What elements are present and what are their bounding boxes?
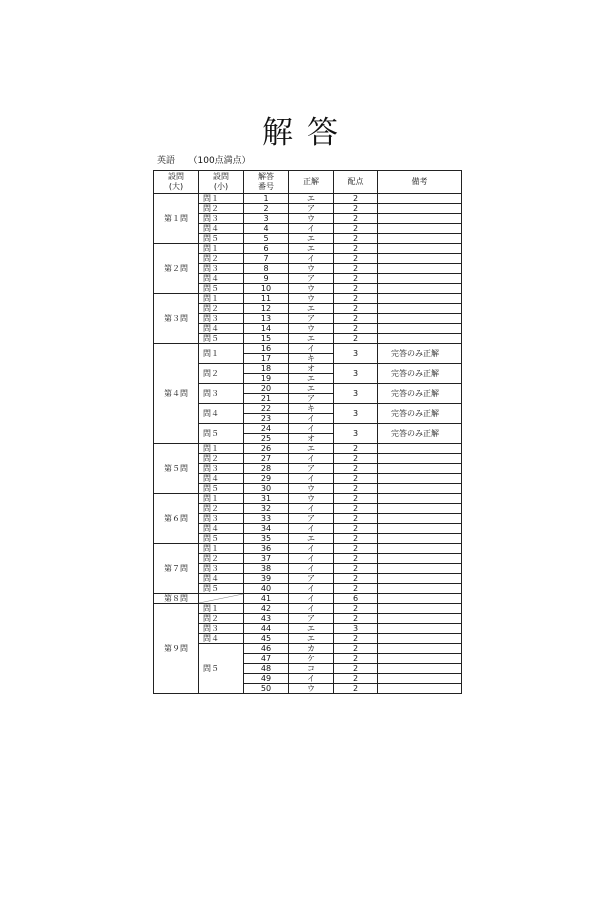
small-question-cell: 問４ — [199, 224, 244, 234]
points-cell: 2 — [334, 644, 378, 654]
correct-answer-cell: キ — [289, 354, 334, 364]
remarks-cell — [378, 674, 462, 684]
answer-number-cell: 12 — [244, 304, 289, 314]
remarks-cell — [378, 624, 462, 634]
answer-number-cell: 17 — [244, 354, 289, 364]
correct-answer-cell: イ — [289, 544, 334, 554]
remarks-cell — [378, 444, 462, 454]
answer-number-cell: 41 — [244, 594, 289, 604]
points-cell: 2 — [334, 634, 378, 644]
remarks-cell — [378, 544, 462, 554]
correct-answer-cell: イ — [289, 564, 334, 574]
correct-answer-cell: ウ — [289, 294, 334, 304]
table-row — [154, 294, 462, 304]
remarks-cell — [378, 644, 462, 654]
correct-answer-cell: イ — [289, 584, 334, 594]
remarks-cell — [378, 274, 462, 284]
points-cell: 3 — [334, 384, 378, 404]
small-question-cell: 問３ — [199, 514, 244, 524]
answer-number-cell: 3 — [244, 214, 289, 224]
points-cell: 2 — [334, 294, 378, 304]
small-question-cell: 問４ — [199, 404, 244, 424]
small-question-cell: 問３ — [199, 384, 244, 404]
answer-number-cell: 18 — [244, 364, 289, 374]
table-row — [154, 614, 462, 624]
answer-number-cell: 16 — [244, 344, 289, 354]
points-cell: 6 — [334, 594, 378, 604]
remarks-cell — [378, 304, 462, 314]
answer-number-cell: 29 — [244, 474, 289, 484]
small-question-cell: 問５ — [199, 234, 244, 244]
answer-number-cell: 1 — [244, 194, 289, 204]
answer-number-cell: 49 — [244, 674, 289, 684]
correct-answer-cell: イ — [289, 344, 334, 354]
correct-answer-cell: ア — [289, 614, 334, 624]
table-row — [154, 624, 462, 634]
correct-answer-cell: エ — [289, 634, 334, 644]
points-cell: 3 — [334, 404, 378, 424]
correct-answer-cell: オ — [289, 434, 334, 444]
answer-number-cell: 31 — [244, 494, 289, 504]
points-cell: 2 — [334, 224, 378, 234]
points-cell: 2 — [334, 214, 378, 224]
small-question-cell: 問２ — [199, 554, 244, 564]
correct-answer-cell: ア — [289, 464, 334, 474]
header-large-question: 設問 (大) — [154, 171, 199, 194]
answer-number-cell: 13 — [244, 314, 289, 324]
table-row — [154, 644, 462, 654]
remarks-cell: 完答のみ正解 — [378, 424, 462, 444]
small-question-cell: 問２ — [199, 364, 244, 384]
page-title: 解答 — [262, 114, 352, 151]
correct-answer-cell: エ — [289, 304, 334, 314]
points-cell: 2 — [334, 334, 378, 344]
correct-answer-cell: エ — [289, 444, 334, 454]
table-row — [154, 344, 462, 354]
points-cell: 2 — [334, 494, 378, 504]
header-row — [154, 171, 462, 194]
small-question-cell: 問１ — [199, 294, 244, 304]
correct-answer-cell: ウ — [289, 484, 334, 494]
answer-number-cell: 37 — [244, 554, 289, 564]
table-row — [154, 214, 462, 224]
remarks-cell — [378, 684, 462, 694]
large-question-cell: 第６問 — [154, 494, 199, 544]
small-question-cell: 問４ — [199, 474, 244, 484]
small-question-cell: 問１ — [199, 344, 244, 364]
answer-number-cell: 30 — [244, 484, 289, 494]
remarks-cell — [378, 664, 462, 674]
correct-answer-cell: キ — [289, 404, 334, 414]
remarks-cell — [378, 194, 462, 204]
correct-answer-cell: イ — [289, 524, 334, 534]
remarks-cell — [378, 214, 462, 224]
small-question-cell: 問４ — [199, 324, 244, 334]
correct-answer-cell: オ — [289, 364, 334, 374]
answer-number-cell: 27 — [244, 454, 289, 464]
remarks-cell — [378, 494, 462, 504]
remarks-cell — [378, 534, 462, 544]
points-cell: 2 — [334, 664, 378, 674]
points-cell: 2 — [334, 524, 378, 534]
answer-number-cell: 28 — [244, 464, 289, 474]
small-question-cell: 問５ — [199, 334, 244, 344]
answer-number-cell: 25 — [244, 434, 289, 444]
table-row — [154, 524, 462, 534]
answer-number-cell: 24 — [244, 424, 289, 434]
table-row — [154, 514, 462, 524]
answer-number-cell: 2 — [244, 204, 289, 214]
large-question-cell: 第９問 — [154, 604, 199, 694]
points-cell: 2 — [334, 234, 378, 244]
remarks-cell: 完答のみ正解 — [378, 364, 462, 384]
table-row — [154, 474, 462, 484]
correct-answer-cell: エ — [289, 534, 334, 544]
remarks-cell — [378, 654, 462, 664]
large-question-cell: 第７問 — [154, 544, 199, 594]
remarks-cell — [378, 334, 462, 344]
correct-answer-cell: ウ — [289, 494, 334, 504]
small-question-cell: 問３ — [199, 624, 244, 634]
small-question-cell: 問２ — [199, 254, 244, 264]
points-cell: 2 — [334, 514, 378, 524]
answer-number-cell: 38 — [244, 564, 289, 574]
table-row — [154, 304, 462, 314]
remarks-cell — [378, 594, 462, 604]
correct-answer-cell: イ — [289, 594, 334, 604]
correct-answer-cell: イ — [289, 414, 334, 424]
remarks-cell — [378, 564, 462, 574]
remarks-cell: 完答のみ正解 — [378, 384, 462, 404]
table-row — [154, 244, 462, 254]
points-cell: 2 — [334, 244, 378, 254]
answer-number-cell: 40 — [244, 584, 289, 594]
answer-number-cell: 47 — [244, 654, 289, 664]
correct-answer-cell: エ — [289, 624, 334, 634]
correct-answer-cell: エ — [289, 194, 334, 204]
large-question-cell: 第４問 — [154, 344, 199, 444]
points-cell: 2 — [334, 674, 378, 684]
remarks-cell — [378, 484, 462, 494]
points-cell: 2 — [334, 654, 378, 664]
remarks-cell — [378, 294, 462, 304]
header-remarks: 備考 — [378, 171, 462, 194]
table-row — [154, 194, 462, 204]
table-row — [154, 494, 462, 504]
answer-number-cell: 36 — [244, 544, 289, 554]
points-cell: 2 — [334, 504, 378, 514]
points-cell: 2 — [334, 194, 378, 204]
correct-answer-cell: イ — [289, 604, 334, 614]
answer-number-cell: 50 — [244, 684, 289, 694]
table-row — [154, 454, 462, 464]
points-cell: 3 — [334, 344, 378, 364]
correct-answer-cell: ア — [289, 274, 334, 284]
answer-number-cell: 45 — [244, 634, 289, 644]
correct-answer-cell: エ — [289, 334, 334, 344]
points-cell: 3 — [334, 624, 378, 634]
points-cell: 2 — [334, 614, 378, 624]
table-row — [154, 574, 462, 584]
points-cell: 2 — [334, 254, 378, 264]
small-question-cell: 問１ — [199, 604, 244, 614]
table-row — [154, 534, 462, 544]
header-points: 配点 — [334, 171, 378, 194]
table-row — [154, 404, 462, 414]
small-question-cell: 問４ — [199, 274, 244, 284]
correct-answer-cell: エ — [289, 374, 334, 384]
small-question-cell: 問１ — [199, 194, 244, 204]
small-question-cell: 問１ — [199, 444, 244, 454]
table-row — [154, 234, 462, 244]
correct-answer-cell: ケ — [289, 654, 334, 664]
correct-answer-cell: ア — [289, 394, 334, 404]
table-row — [154, 264, 462, 274]
remarks-cell: 完答のみ正解 — [378, 404, 462, 424]
answer-number-cell: 26 — [244, 444, 289, 454]
empty-small-question-cell — [199, 594, 244, 604]
small-question-cell: 問２ — [199, 504, 244, 514]
points-cell: 2 — [334, 604, 378, 614]
correct-answer-cell: イ — [289, 224, 334, 234]
answer-number-cell: 8 — [244, 264, 289, 274]
small-question-cell: 問５ — [199, 644, 244, 694]
remarks-cell — [378, 324, 462, 334]
remarks-cell — [378, 284, 462, 294]
answer-number-cell: 22 — [244, 404, 289, 414]
answer-number-cell: 5 — [244, 234, 289, 244]
points-cell: 2 — [334, 564, 378, 574]
large-question-cell: 第３問 — [154, 294, 199, 344]
small-question-cell: 問３ — [199, 214, 244, 224]
remarks-cell — [378, 514, 462, 524]
answer-number-cell: 20 — [244, 384, 289, 394]
small-question-cell: 問４ — [199, 634, 244, 644]
table-row — [154, 324, 462, 334]
points-cell: 2 — [334, 324, 378, 334]
table-row — [154, 314, 462, 324]
correct-answer-cell: イ — [289, 504, 334, 514]
answer-number-cell: 9 — [244, 274, 289, 284]
answer-number-cell: 33 — [244, 514, 289, 524]
answer-number-cell: 4 — [244, 224, 289, 234]
remarks-cell — [378, 614, 462, 624]
table-row — [154, 584, 462, 594]
table-row — [154, 554, 462, 564]
correct-answer-cell: エ — [289, 234, 334, 244]
small-question-cell: 問１ — [199, 494, 244, 504]
remarks-cell — [378, 504, 462, 514]
points-cell: 2 — [334, 684, 378, 694]
answer-number-cell: 43 — [244, 614, 289, 624]
points-cell: 2 — [334, 444, 378, 454]
points-cell: 2 — [334, 574, 378, 584]
correct-answer-cell: ウ — [289, 214, 334, 224]
correct-answer-cell: イ — [289, 254, 334, 264]
answer-number-cell: 32 — [244, 504, 289, 514]
answer-number-cell: 48 — [244, 664, 289, 674]
small-question-cell: 問２ — [199, 454, 244, 464]
remarks-cell — [378, 604, 462, 614]
points-cell: 3 — [334, 424, 378, 444]
remarks-cell — [378, 264, 462, 274]
remarks-cell — [378, 314, 462, 324]
correct-answer-cell: ウ — [289, 264, 334, 274]
answer-number-cell: 39 — [244, 574, 289, 584]
correct-answer-cell: イ — [289, 474, 334, 484]
correct-answer-cell: ウ — [289, 284, 334, 294]
table-row — [154, 254, 462, 264]
small-question-cell: 問３ — [199, 464, 244, 474]
table-row — [154, 464, 462, 474]
table-row — [154, 384, 462, 394]
correct-answer-cell: ア — [289, 204, 334, 214]
header-correct-answer: 正解 — [289, 171, 334, 194]
remarks-cell — [378, 634, 462, 644]
small-question-cell: 問２ — [199, 204, 244, 214]
answer-number-cell: 19 — [244, 374, 289, 384]
points-cell: 2 — [334, 264, 378, 274]
remarks-cell — [378, 224, 462, 234]
answer-number-cell: 7 — [244, 254, 289, 264]
points-cell: 2 — [334, 584, 378, 594]
answer-number-cell: 6 — [244, 244, 289, 254]
table-row — [154, 424, 462, 434]
answer-number-cell: 15 — [244, 334, 289, 344]
remarks-cell — [378, 254, 462, 264]
points-cell: 2 — [334, 454, 378, 464]
remarks-cell — [378, 234, 462, 244]
correct-answer-cell: イ — [289, 674, 334, 684]
points-cell: 2 — [334, 464, 378, 474]
remarks-cell — [378, 584, 462, 594]
points-cell: 2 — [334, 304, 378, 314]
answer-number-cell: 44 — [244, 624, 289, 634]
points-cell: 2 — [334, 474, 378, 484]
small-question-cell: 問２ — [199, 304, 244, 314]
small-question-cell: 問５ — [199, 424, 244, 444]
points-cell: 2 — [334, 274, 378, 284]
correct-answer-cell: ア — [289, 314, 334, 324]
small-question-cell: 問５ — [199, 484, 244, 494]
points-cell: 2 — [334, 534, 378, 544]
remarks-cell — [378, 244, 462, 254]
small-question-cell: 問５ — [199, 534, 244, 544]
table-row — [154, 634, 462, 644]
large-question-cell: 第５問 — [154, 444, 199, 494]
correct-answer-cell: イ — [289, 554, 334, 564]
table-row — [154, 444, 462, 454]
small-question-cell: 問３ — [199, 314, 244, 324]
correct-answer-cell: ウ — [289, 684, 334, 694]
header-answer-number: 解答 番号 — [244, 171, 289, 194]
answer-number-cell: 34 — [244, 524, 289, 534]
correct-answer-cell: イ — [289, 424, 334, 434]
correct-answer-cell: イ — [289, 454, 334, 464]
large-question-cell: 第２問 — [154, 244, 199, 294]
answer-number-cell: 11 — [244, 294, 289, 304]
answer-number-cell: 35 — [244, 534, 289, 544]
remarks-cell: 完答のみ正解 — [378, 344, 462, 364]
remarks-cell — [378, 524, 462, 534]
remarks-cell — [378, 574, 462, 584]
correct-answer-cell: ウ — [289, 324, 334, 334]
small-question-cell: 問４ — [199, 524, 244, 534]
header-small-question: 設問 (小) — [199, 171, 244, 194]
remarks-cell — [378, 204, 462, 214]
slash-line — [199, 594, 243, 603]
points-cell: 2 — [334, 484, 378, 494]
table-row — [154, 484, 462, 494]
small-question-cell: 問３ — [199, 264, 244, 274]
points-cell: 2 — [334, 284, 378, 294]
answer-number-cell: 21 — [244, 394, 289, 404]
small-question-cell: 問１ — [199, 244, 244, 254]
correct-answer-cell: コ — [289, 664, 334, 674]
table-row — [154, 274, 462, 284]
answer-number-cell: 46 — [244, 644, 289, 654]
large-question-cell: 第１問 — [154, 194, 199, 244]
correct-answer-cell: エ — [289, 244, 334, 254]
answer-number-cell: 42 — [244, 604, 289, 614]
table-row — [154, 204, 462, 214]
points-cell: 2 — [334, 314, 378, 324]
correct-answer-cell: カ — [289, 644, 334, 654]
small-question-cell: 問４ — [199, 574, 244, 584]
table-row — [154, 224, 462, 234]
points-cell: 2 — [334, 554, 378, 564]
table-row — [154, 284, 462, 294]
remarks-cell — [378, 464, 462, 474]
large-question-cell: 第８問 — [154, 594, 199, 604]
correct-answer-cell: ア — [289, 574, 334, 584]
points-cell: 2 — [334, 544, 378, 554]
small-question-cell: 問５ — [199, 584, 244, 594]
correct-answer-cell: エ — [289, 384, 334, 394]
remarks-cell — [378, 454, 462, 464]
table-row — [154, 544, 462, 554]
answer-number-cell: 23 — [244, 414, 289, 424]
table-row — [154, 334, 462, 344]
remarks-cell — [378, 474, 462, 484]
table-row — [154, 604, 462, 614]
subject-label: 英語 （100点満点） — [157, 156, 251, 166]
small-question-cell: 問２ — [199, 614, 244, 624]
table-row — [154, 504, 462, 514]
table-row — [154, 364, 462, 374]
table-row — [154, 594, 462, 604]
small-question-cell: 問５ — [199, 284, 244, 294]
small-question-cell: 問３ — [199, 564, 244, 574]
answer-number-cell: 14 — [244, 324, 289, 334]
answer-table — [153, 170, 462, 694]
small-question-cell: 問１ — [199, 544, 244, 554]
points-cell: 3 — [334, 364, 378, 384]
answer-table-body — [154, 194, 462, 694]
remarks-cell — [378, 554, 462, 564]
answer-number-cell: 10 — [244, 284, 289, 294]
table-row — [154, 564, 462, 574]
correct-answer-cell: ア — [289, 514, 334, 524]
points-cell: 2 — [334, 204, 378, 214]
